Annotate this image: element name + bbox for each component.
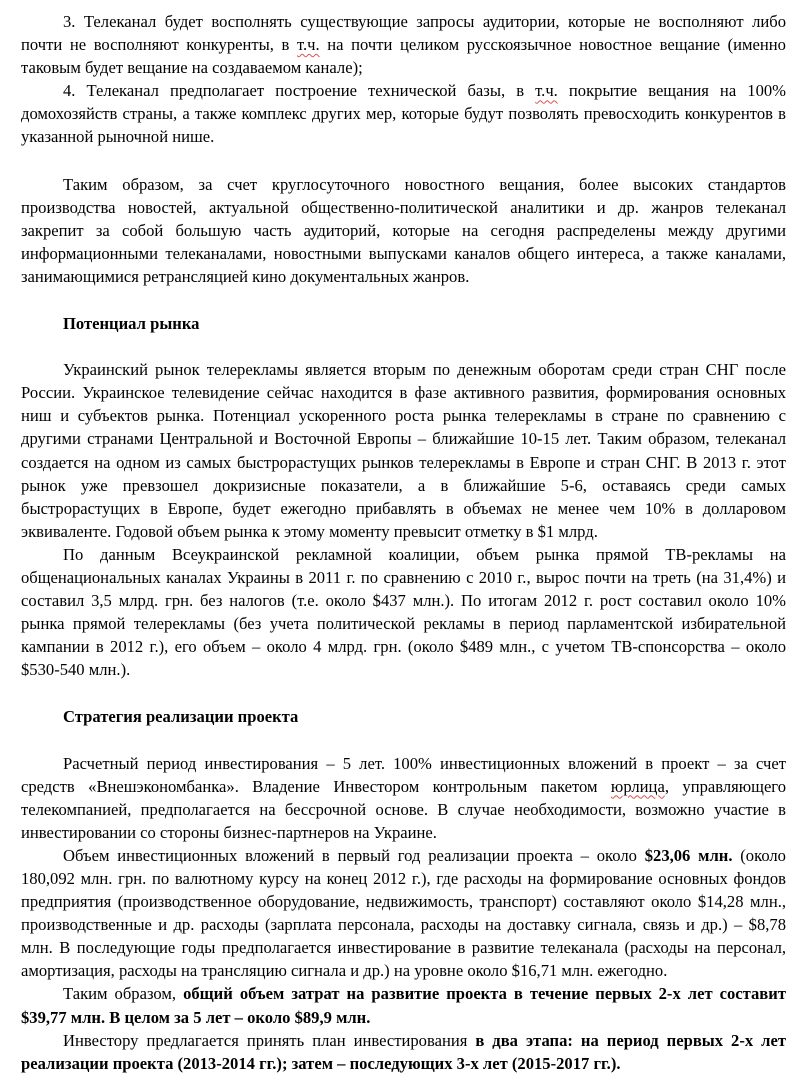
text-run: покрытие вещания на 100% домохозяйств страны, а также комплекс других мер, которые будут позволять превосходить конкурентов в указанной рыночной нише. <box>21 81 786 147</box>
paragraph-strategy-2 <box>21 844 786 983</box>
spacer <box>21 149 786 173</box>
spellcheck-word: юрлица <box>610 776 665 796</box>
text-run: , управляющего телекомпанией, предполагается на бессрочной основе. В случае необходимости, возможно участие в инвестировании со стороны бизнес-партнеров на Украине. <box>21 776 786 842</box>
paragraph-strategy-1 <box>21 752 786 844</box>
text-run: Объем инвестиционных вложений в первый год реализации проекта – около <box>63 845 645 865</box>
bold-text: общий объем затрат на развитие проекта в течение первых 2-х лет составит $39,77 млн. В целом за 5 лет – около $89,9 млн. <box>21 984 786 1027</box>
paragraph-strategy-4 <box>21 1029 786 1075</box>
text-run: Таким образом, <box>63 984 184 1004</box>
text-run: 4. Телеканал предполагает построение технической базы, в <box>63 81 536 101</box>
section-heading-market: Потенциал рынка <box>63 314 200 334</box>
spacer <box>21 729 786 752</box>
text-run: на почти целиком русскоязычное новостное вещание (именно таковым будет вещание на создаваемом канале); <box>21 35 786 78</box>
spacer <box>21 681 786 705</box>
paragraph-market-2: По данным Всеукраинской рекламной коалиции, объем рынка прямой ТВ-рекламы на общенациональных каналах Украины в 2011 г. по сравнению с 2010 г., вырос почти на треть (на 31,4%) и составил 3,5 млрд. грн. без налогов (т.е. около $437 млн.). По итогам 2012 г. рост составил около 10% рынка прямой телерекламы (без учета политической рекламы в период парламентской избирательной кампании в 2012 г.), его объем – около 4 млрд. грн. (около $489 млн., с учетом ТВ-спонсорства – около $530-540 млн.). <box>21 544 786 680</box>
spacer <box>21 335 786 358</box>
bold-text: $23,06 млн. <box>644 845 733 865</box>
text-run: (около 180,092 млн. грн. по валютному курсу на конец 2012 г.), где расходы на формирование основных фондов предприятия (производственное оборудование, недвижимость, транспорт) составляют около $14,28 млн., производственные и др. расходы (зарплата персонала, расходы на доставку сигнала, связь и др.) – $8,78 млн. В последующие годы предполагается инвестирование в развитие телеканала (расходы на персонал, амортизация, расходы на трансляцию сигнала и др.) на уровне около $16,71 млн. ежегодно. <box>21 845 786 981</box>
paragraph-summary: Таким образом, за счет круглосуточного новостного вещания, более высоких стандартов производства новостей, актуальной общественно-политической аналитики и др. жанров телеканал закрепит за собой большую часть аудиторий, которые на сегодня распределены между другими информационными телеканалами, новостными выпусками каналов общего интереса, а также каналами, занимающимися ретрансляцией кино документальных жанров. <box>21 174 786 286</box>
bold-text: в два этапа: на период первых 2-х лет реализации проекта (2013-2014 гг.); затем – последующих 3-х лет (2015-2017 гг.). <box>21 1030 786 1073</box>
text-run: 3. Телеканал будет восполнять существующие запросы аудитории, которые не восполняют либо почти не восполняют конкуренты, в <box>21 12 786 55</box>
spellcheck-word: т.ч. <box>297 35 320 55</box>
paragraph-strategy-3 <box>21 982 786 1028</box>
paragraph-item-4 <box>21 79 786 148</box>
paragraph-item-3 <box>21 10 786 79</box>
section-heading-strategy: Стратегия реализации проекта <box>63 707 299 727</box>
text-run: Расчетный период инвестирования – 5 лет. 100% инвестиционных вложений в проект – за счет средств «Внешэкономбанка». Владение Инвестором контрольным пакетом <box>21 753 786 796</box>
text-run: Инвестору предлагается принять план инвестирования <box>63 1030 476 1050</box>
spacer <box>21 288 786 312</box>
spellcheck-word: т.ч. <box>535 81 558 101</box>
paragraph-market-1: Украинский рынок телерекламы является вторым по денежным оборотам среди стран СНГ после России. Украинское телевидение сейчас находится в фазе активного развития, формирования основных ниш и субъектов рынка. Потенциал ускоренного роста рынка телерекламы в стране по сравнению с другими странами Центральной и Восточной Европы – ближайшие 10-15 лет. Таким образом, телеканал создается на одном из самых быстрорастущих рынков телерекламы в Европе и стран СНГ. В 2013 г. этот рынок уже превзошел докризисные показатели, а в ближайшие 5-6, оставаясь среди самых быстрорастущих в Европе, будет ежегодно прибавлять в объемах не менее чем 10% в долларовом эквиваленте. Годовой объем рынка к этому моменту превысит отметку в $1 млрд. <box>21 360 786 541</box>
